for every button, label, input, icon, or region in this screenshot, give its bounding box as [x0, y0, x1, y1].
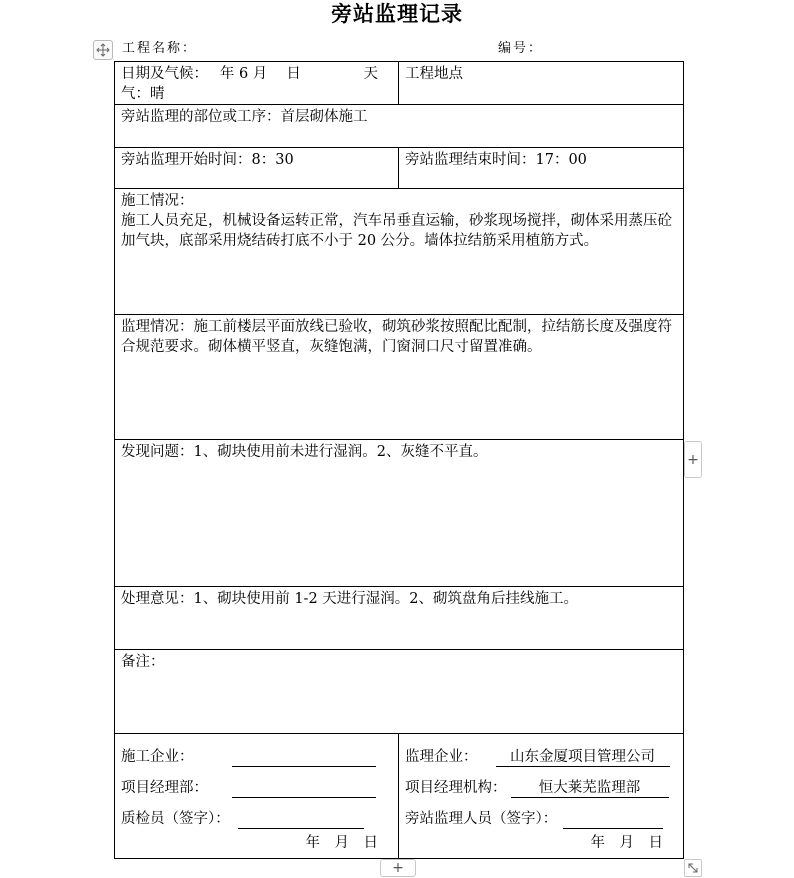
record-number-label: 编号：: [498, 41, 544, 56]
plus-icon: +: [392, 860, 404, 876]
contractor-company-field[interactable]: [232, 748, 376, 767]
resize-icon: [687, 862, 699, 874]
part-process-cell[interactable]: 旁站监理的部位或工序：首层砌体施工: [115, 105, 684, 147]
project-manager-dept-field[interactable]: [232, 779, 376, 798]
project-manager-org-field[interactable]: 恒大莱芜监理部: [511, 779, 669, 798]
start-time-cell[interactable]: 旁站监理开始时间：8：30: [115, 147, 399, 188]
site-supervisor-label: 旁站监理人员（签字）：: [405, 810, 558, 827]
contractor-company-label: 施工企业：: [121, 748, 194, 765]
supervision-company-field[interactable]: 山东金厦项目管理公司: [496, 748, 670, 767]
project-location-cell[interactable]: 工程地点: [399, 62, 684, 105]
supervisor-signature-cell[interactable]: [399, 733, 684, 859]
project-manager-org-label: 项目经理机构：: [405, 779, 507, 796]
site-supervisor-signature-field[interactable]: [563, 810, 663, 829]
project-name-label: 工程名称：: [122, 41, 198, 56]
construction-status-text: 施工人员充足，机械设备运转正常，汽车吊垂直运输，砂浆现场搅拌，砌体采用蒸压砼加气块，底部采用烧结砖打底不小于 20 公分。墙体拉结筋采用植筋方式。: [121, 213, 672, 250]
construction-status-cell[interactable]: [115, 189, 684, 314]
remarks-cell[interactable]: 备注：: [115, 649, 684, 733]
end-time-cell[interactable]: 旁站监理结束时间：17：00: [399, 147, 684, 188]
add-column-button[interactable]: [684, 441, 702, 478]
contractor-signature-cell[interactable]: [115, 733, 399, 859]
quality-inspector-signature-field[interactable]: [238, 810, 364, 829]
supervision-status-cell[interactable]: 监理情况：施工前楼层平面放线已验收，砌筑砂浆按照配比配制，拉结筋长度及强度符合规范要求。砌体横平竖直，灰缝饱满，门窗洞口尺寸留置准确。: [115, 314, 684, 439]
supervision-company-label: 监理企业：: [405, 748, 478, 765]
issues-found-cell[interactable]: 发现问题：1、砌块使用前未进行湿润。2、灰缝不平直。: [115, 440, 684, 587]
contractor-sign-date: 年 月 日: [305, 834, 378, 851]
project-manager-dept-label: 项目经理部：: [121, 779, 208, 796]
date-weather-cell[interactable]: 日期及气候： 年 6 月 日 天气：晴: [115, 62, 399, 105]
handling-opinion-cell[interactable]: 处理意见：1、砌块使用前 1-2 天进行湿润。2、砌筑盘角后挂线施工。: [115, 586, 684, 649]
quality-inspector-label: 质检员（签字）：: [121, 810, 230, 827]
construction-status-heading: 施工情况：: [121, 193, 194, 210]
plus-icon: +: [687, 451, 699, 468]
table-resize-handle[interactable]: [684, 859, 702, 877]
move-icon: [96, 43, 110, 57]
document-title: 旁站监理记录: [331, 1, 463, 26]
table-move-handle[interactable]: [93, 40, 113, 60]
add-row-button[interactable]: [380, 859, 416, 877]
supervisor-sign-date: 年 月 日: [590, 834, 663, 851]
supervision-record-table: [114, 61, 684, 859]
